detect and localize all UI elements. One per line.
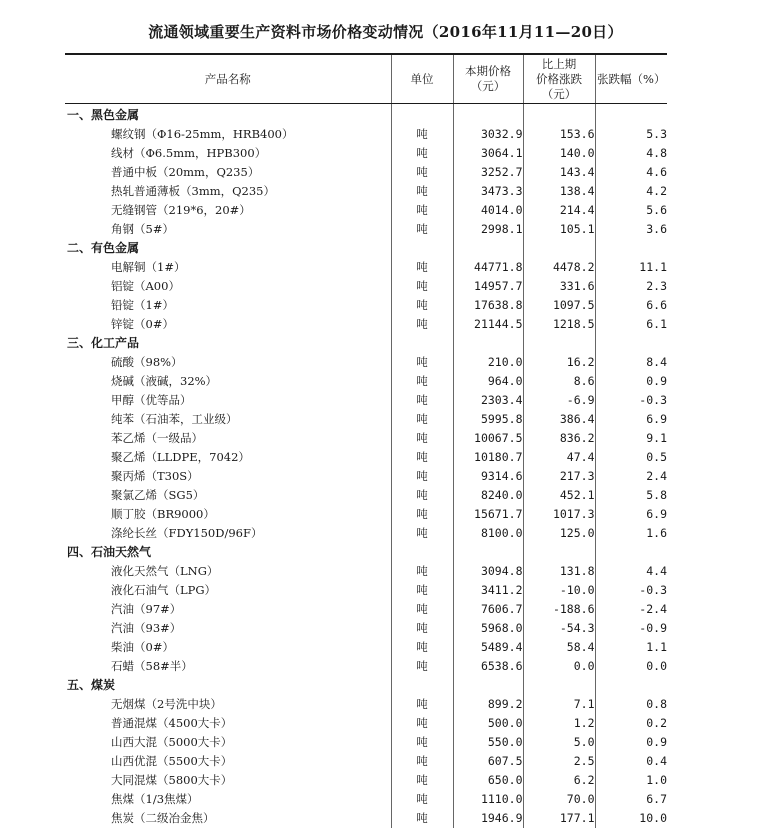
price-cell: 3473.3	[453, 182, 523, 201]
price-table	[65, 53, 667, 828]
pct-cell: -0.9	[595, 619, 667, 638]
unit-cell	[391, 334, 453, 353]
table-row	[65, 201, 667, 220]
price-cell: 10067.5	[453, 429, 523, 448]
table-row	[65, 163, 667, 182]
change-cell: 1017.3	[523, 505, 595, 524]
category-name: 三、化工产品	[65, 334, 391, 353]
category-name: 一、黑色金属	[65, 104, 391, 126]
table-row	[65, 144, 667, 163]
price-cell: 3064.1	[453, 144, 523, 163]
price-cell: 5489.4	[453, 638, 523, 657]
price-cell: 8240.0	[453, 486, 523, 505]
change-cell: 47.4	[523, 448, 595, 467]
price-cell: 15671.7	[453, 505, 523, 524]
price-cell: 2998.1	[453, 220, 523, 239]
unit-cell: 吨	[391, 619, 453, 638]
product-name: 无缝钢管（219*6，20#）	[65, 201, 391, 220]
pct-cell: 2.3	[595, 277, 667, 296]
product-name: 汽油（97#）	[65, 600, 391, 619]
change-cell: 16.2	[523, 353, 595, 372]
change-cell: 331.6	[523, 277, 595, 296]
pct-cell: 6.6	[595, 296, 667, 315]
product-name: 硫酸（98%）	[65, 353, 391, 372]
price-cell: 21144.5	[453, 315, 523, 334]
product-name: 纯苯（石油苯，工业级）	[65, 410, 391, 429]
table-row	[65, 125, 667, 144]
product-name: 液化天然气（LNG）	[65, 562, 391, 581]
pct-cell: -2.4	[595, 600, 667, 619]
unit-cell: 吨	[391, 372, 453, 391]
unit-cell: 吨	[391, 581, 453, 600]
unit-cell: 吨	[391, 163, 453, 182]
price-cell: 3411.2	[453, 581, 523, 600]
change-cell: 214.4	[523, 201, 595, 220]
price-cell: 10180.7	[453, 448, 523, 467]
table-row	[65, 562, 667, 581]
product-name: 聚乙烯（LLDPE，7042）	[65, 448, 391, 467]
pct-cell: 5.3	[595, 125, 667, 144]
product-name: 锌锭（0#）	[65, 315, 391, 334]
table-row	[65, 600, 667, 619]
change-cell: 5.0	[523, 733, 595, 752]
change-cell: 153.6	[523, 125, 595, 144]
change-cell: 70.0	[523, 790, 595, 809]
unit-cell: 吨	[391, 315, 453, 334]
pct-cell: 4.8	[595, 144, 667, 163]
product-name: 聚丙烯（T30S）	[65, 467, 391, 486]
unit-cell: 吨	[391, 410, 453, 429]
unit-cell	[391, 676, 453, 695]
table-row	[65, 619, 667, 638]
category-name: 二、有色金属	[65, 239, 391, 258]
category-name: 四、石油天然气	[65, 543, 391, 562]
change-cell: 217.3	[523, 467, 595, 486]
product-name: 聚氯乙烯（SG5）	[65, 486, 391, 505]
unit-cell: 吨	[391, 771, 453, 790]
change-cell: -6.9	[523, 391, 595, 410]
price-cell: 9314.6	[453, 467, 523, 486]
header-product: 产品名称	[65, 54, 391, 104]
product-name: 甲醇（优等品）	[65, 391, 391, 410]
product-name: 烧碱（液碱，32%）	[65, 372, 391, 391]
category-row	[65, 334, 667, 353]
unit-cell	[391, 239, 453, 258]
category-row	[65, 543, 667, 562]
table-row	[65, 714, 667, 733]
price-cell: 210.0	[453, 353, 523, 372]
table-row	[65, 790, 667, 809]
table-row	[65, 733, 667, 752]
unit-cell: 吨	[391, 809, 453, 828]
product-name: 普通混煤（4500大卡）	[65, 714, 391, 733]
pct-cell: 6.7	[595, 790, 667, 809]
price-cell	[453, 104, 523, 126]
pct-cell: 11.1	[595, 258, 667, 277]
table-row	[65, 524, 667, 543]
change-cell: 836.2	[523, 429, 595, 448]
product-name: 山西优混（5500大卡）	[65, 752, 391, 771]
pct-cell: 4.6	[595, 163, 667, 182]
unit-cell: 吨	[391, 657, 453, 676]
category-row	[65, 239, 667, 258]
change-cell: 140.0	[523, 144, 595, 163]
price-cell: 4014.0	[453, 201, 523, 220]
table-row	[65, 505, 667, 524]
table-row	[65, 771, 667, 790]
price-cell: 964.0	[453, 372, 523, 391]
price-cell	[453, 334, 523, 353]
product-name: 柴油（0#）	[65, 638, 391, 657]
price-cell: 14957.7	[453, 277, 523, 296]
price-cell: 1110.0	[453, 790, 523, 809]
pct-cell: 9.1	[595, 429, 667, 448]
pct-cell: 0.0	[595, 657, 667, 676]
price-cell: 500.0	[453, 714, 523, 733]
product-name: 螺纹钢（Φ16-25mm，HRB400）	[65, 125, 391, 144]
unit-cell: 吨	[391, 486, 453, 505]
price-cell	[453, 676, 523, 695]
product-name: 无烟煤（2号洗中块）	[65, 695, 391, 714]
product-name: 大同混煤（5800大卡）	[65, 771, 391, 790]
change-cell: 6.2	[523, 771, 595, 790]
price-cell: 5995.8	[453, 410, 523, 429]
change-cell: 143.4	[523, 163, 595, 182]
pct-cell: 0.9	[595, 372, 667, 391]
pct-cell: 0.5	[595, 448, 667, 467]
price-cell: 550.0	[453, 733, 523, 752]
pct-cell: 5.8	[595, 486, 667, 505]
table-row	[65, 372, 667, 391]
pct-cell: 2.4	[595, 467, 667, 486]
pct-cell: 6.9	[595, 505, 667, 524]
unit-cell: 吨	[391, 752, 453, 771]
change-cell: 1097.5	[523, 296, 595, 315]
product-name: 焦炭（二级冶金焦）	[65, 809, 391, 828]
product-name: 焦煤（1/3焦煤）	[65, 790, 391, 809]
unit-cell: 吨	[391, 733, 453, 752]
pct-cell: 0.8	[595, 695, 667, 714]
price-cell: 607.5	[453, 752, 523, 771]
unit-cell: 吨	[391, 600, 453, 619]
table-row	[65, 657, 667, 676]
unit-cell: 吨	[391, 353, 453, 372]
price-cell: 7606.7	[453, 600, 523, 619]
change-cell: 4478.2	[523, 258, 595, 277]
price-cell: 1946.9	[453, 809, 523, 828]
table-row	[65, 695, 667, 714]
unit-cell: 吨	[391, 391, 453, 410]
table-row	[65, 752, 667, 771]
product-name: 普通中板（20mm，Q235）	[65, 163, 391, 182]
category-name: 五、煤炭	[65, 676, 391, 695]
pct-cell	[595, 239, 667, 258]
change-cell: 105.1	[523, 220, 595, 239]
table-row	[65, 467, 667, 486]
price-cell	[453, 543, 523, 562]
table-row	[65, 410, 667, 429]
table-row	[65, 315, 667, 334]
price-cell: 44771.8	[453, 258, 523, 277]
unit-cell: 吨	[391, 277, 453, 296]
pct-cell: 6.1	[595, 315, 667, 334]
pct-cell: 4.4	[595, 562, 667, 581]
table-row	[65, 220, 667, 239]
category-row	[65, 676, 667, 695]
header-price: 本期价格 （元）	[453, 54, 523, 104]
product-name: 电解铜（1#）	[65, 258, 391, 277]
page-title: 流通领域重要生产资料市场价格变动情况（2016年11月11—20日）	[0, 21, 771, 42]
pct-cell	[595, 104, 667, 126]
pct-cell: 6.9	[595, 410, 667, 429]
unit-cell: 吨	[391, 467, 453, 486]
change-cell: -54.3	[523, 619, 595, 638]
product-name: 山西大混（5000大卡）	[65, 733, 391, 752]
table-row	[65, 638, 667, 657]
price-cell: 8100.0	[453, 524, 523, 543]
pct-cell	[595, 543, 667, 562]
price-cell: 2303.4	[453, 391, 523, 410]
product-name: 线材（Φ6.5mm，HPB300）	[65, 144, 391, 163]
pct-cell	[595, 676, 667, 695]
unit-cell: 吨	[391, 638, 453, 657]
change-cell: 177.1	[523, 809, 595, 828]
change-cell: 125.0	[523, 524, 595, 543]
change-cell: 1218.5	[523, 315, 595, 334]
product-name: 顺丁胶（BR9000）	[65, 505, 391, 524]
table-row	[65, 296, 667, 315]
table-header-row	[65, 54, 667, 104]
change-cell	[523, 104, 595, 126]
table-body	[65, 104, 667, 828]
unit-cell: 吨	[391, 429, 453, 448]
unit-cell: 吨	[391, 182, 453, 201]
product-name: 铝锭（A00）	[65, 277, 391, 296]
pct-cell: 0.2	[595, 714, 667, 733]
change-cell: 131.8	[523, 562, 595, 581]
change-cell: 1.2	[523, 714, 595, 733]
price-cell: 5968.0	[453, 619, 523, 638]
unit-cell	[391, 104, 453, 126]
change-cell: 0.0	[523, 657, 595, 676]
change-cell: -188.6	[523, 600, 595, 619]
change-cell: 386.4	[523, 410, 595, 429]
price-cell: 899.2	[453, 695, 523, 714]
price-cell: 3032.9	[453, 125, 523, 144]
pct-cell: -0.3	[595, 581, 667, 600]
unit-cell: 吨	[391, 258, 453, 277]
pct-cell: 3.6	[595, 220, 667, 239]
table-row	[65, 448, 667, 467]
pct-cell: 1.6	[595, 524, 667, 543]
header-unit: 单位	[391, 54, 453, 104]
price-cell: 17638.8	[453, 296, 523, 315]
pct-cell: 10.0	[595, 809, 667, 828]
price-cell: 650.0	[453, 771, 523, 790]
unit-cell: 吨	[391, 695, 453, 714]
change-cell	[523, 239, 595, 258]
pct-cell: 0.9	[595, 733, 667, 752]
unit-cell: 吨	[391, 144, 453, 163]
header-pct: 张跌幅（%）	[595, 54, 667, 104]
table-row	[65, 277, 667, 296]
product-name: 热轧普通薄板（3mm，Q235）	[65, 182, 391, 201]
product-name: 石蜡（58#半）	[65, 657, 391, 676]
pct-cell: 4.2	[595, 182, 667, 201]
table-row	[65, 429, 667, 448]
price-cell: 6538.6	[453, 657, 523, 676]
change-cell	[523, 543, 595, 562]
change-cell: 138.4	[523, 182, 595, 201]
pct-cell	[595, 334, 667, 353]
pct-cell: 8.4	[595, 353, 667, 372]
unit-cell: 吨	[391, 524, 453, 543]
price-cell	[453, 239, 523, 258]
pct-cell: 1.0	[595, 771, 667, 790]
table-row	[65, 581, 667, 600]
pct-cell: -0.3	[595, 391, 667, 410]
header-change: 比上期 价格涨跌 （元）	[523, 54, 595, 104]
product-name: 汽油（93#）	[65, 619, 391, 638]
table-row	[65, 809, 667, 828]
change-cell: 7.1	[523, 695, 595, 714]
change-cell	[523, 676, 595, 695]
change-cell: 2.5	[523, 752, 595, 771]
pct-cell: 0.4	[595, 752, 667, 771]
table-row	[65, 353, 667, 372]
product-name: 角钢（5#）	[65, 220, 391, 239]
unit-cell: 吨	[391, 125, 453, 144]
change-cell: 58.4	[523, 638, 595, 657]
change-cell: 452.1	[523, 486, 595, 505]
unit-cell: 吨	[391, 220, 453, 239]
change-cell: -10.0	[523, 581, 595, 600]
unit-cell: 吨	[391, 790, 453, 809]
table-row	[65, 182, 667, 201]
unit-cell: 吨	[391, 562, 453, 581]
price-cell: 3252.7	[453, 163, 523, 182]
product-name: 铅锭（1#）	[65, 296, 391, 315]
unit-cell: 吨	[391, 505, 453, 524]
pct-cell: 5.6	[595, 201, 667, 220]
table-row	[65, 391, 667, 410]
product-name: 液化石油气（LPG）	[65, 581, 391, 600]
table-row	[65, 258, 667, 277]
unit-cell: 吨	[391, 201, 453, 220]
change-cell: 8.6	[523, 372, 595, 391]
unit-cell: 吨	[391, 296, 453, 315]
unit-cell	[391, 543, 453, 562]
pct-cell: 1.1	[595, 638, 667, 657]
product-name: 苯乙烯（一级品）	[65, 429, 391, 448]
product-name: 涤纶长丝（FDY150D/96F）	[65, 524, 391, 543]
unit-cell: 吨	[391, 448, 453, 467]
table-row	[65, 486, 667, 505]
category-row	[65, 104, 667, 126]
change-cell	[523, 334, 595, 353]
unit-cell: 吨	[391, 714, 453, 733]
price-cell: 3094.8	[453, 562, 523, 581]
